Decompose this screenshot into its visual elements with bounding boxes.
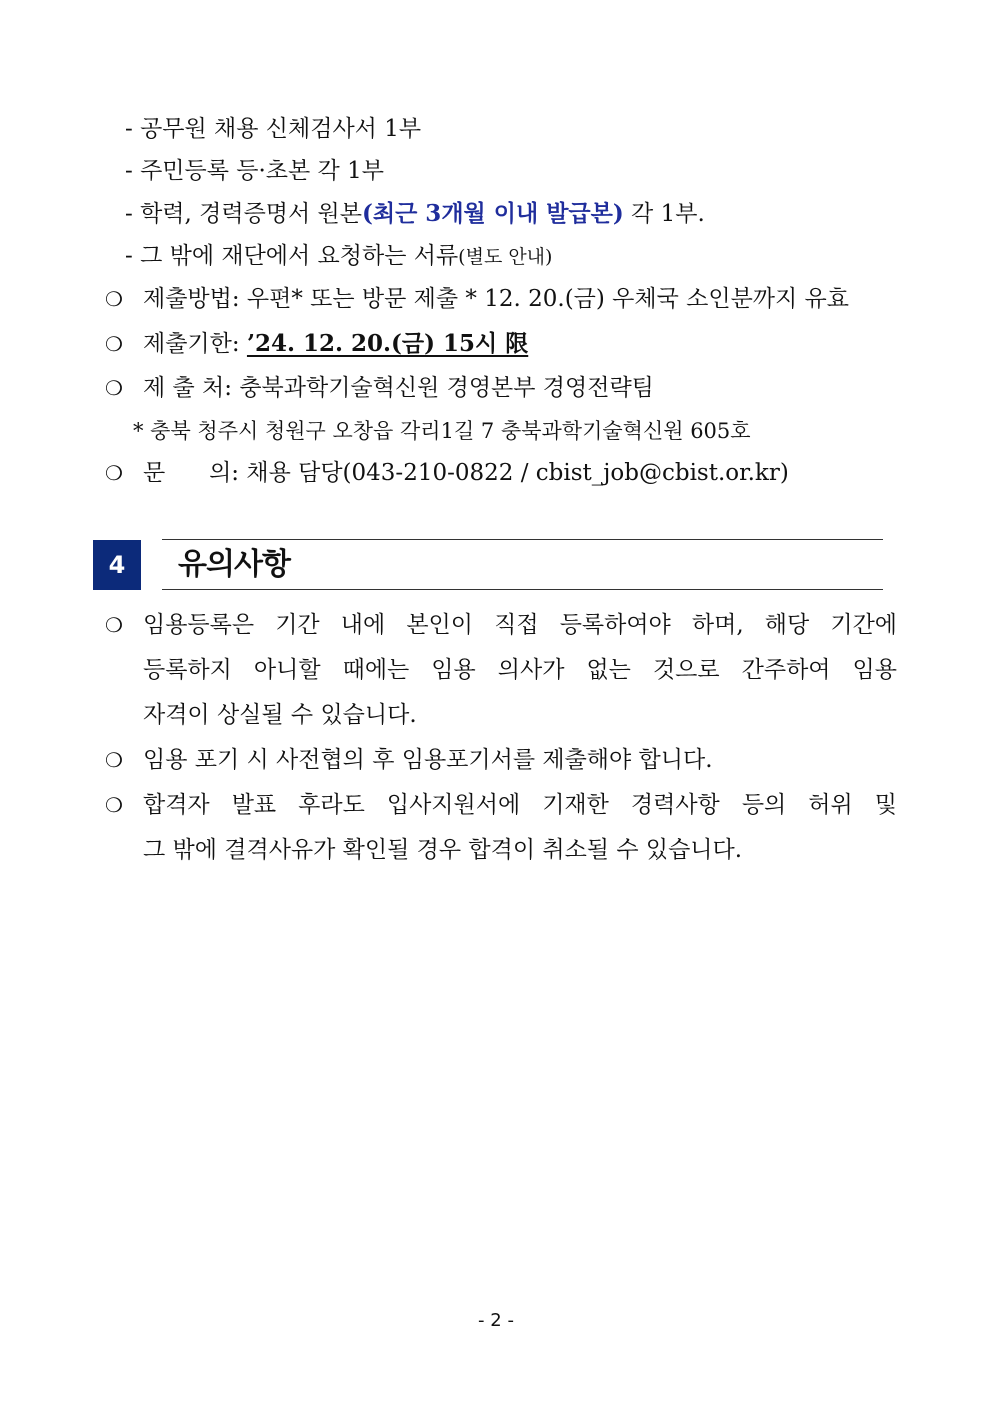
circle-bullet-icon: ❍	[105, 376, 123, 400]
note-registration-line3: 자격이 상실될 수 있습니다.	[143, 702, 417, 728]
circle-bullet-icon: ❍	[105, 793, 123, 817]
circle-bullet-icon: ❍	[105, 287, 123, 311]
submission-address: * 충북 청주시 청원구 오창읍 각리1길 7 충북과학기술혁신원 605호	[133, 419, 751, 443]
doc-item-other: - 그 밖에 재단에서 요청하는 서류(별도 안내)	[125, 243, 553, 269]
page-number: - 2 -	[478, 1310, 514, 1331]
circle-bullet-icon: ❍	[105, 332, 123, 356]
note-cancellation-line2: 그 밖에 결격사유가 확인될 경우 합격이 취소될 수 있습니다.	[143, 837, 743, 863]
section-bottom-rule	[162, 589, 883, 590]
doc-item-certificates: - 학력, 경력증명서 원본(최근 3개월 이내 발급본) 각 1부.	[125, 200, 705, 227]
deadline-value: ’24. 12. 20.(금) 15시 限	[246, 330, 529, 357]
section-title: 유의사항	[178, 547, 290, 582]
submission-place: ❍ 제 출 처: 충북과학기술혁신원 경영본부 경영전략팀	[105, 375, 654, 401]
circle-bullet-icon: ❍	[105, 748, 123, 772]
circle-bullet-icon: ❍	[105, 461, 123, 485]
submission-deadline: ❍ 제출기한: ’24. 12. 20.(금) 15시 限	[105, 330, 529, 357]
doc-item-health-check: - 공무원 채용 신체검사서 1부	[125, 116, 422, 142]
inquiry-contact: ❍ 문 의: 채용 담당(043-210-0822 / cbist_job@cbist.or.kr)	[105, 460, 789, 486]
note-registration-line1: ❍ 임용등록은 기간 내에 본인이 직접 등록하여야 하며, 해당 기간에	[105, 612, 897, 638]
doc-item-highlight: (최근 3개월 이내 발급본)	[361, 200, 624, 227]
section-top-rule	[162, 539, 883, 540]
section-number-badge: 4	[93, 540, 141, 590]
doc-item-resident-registration: - 주민등록 등·초본 각 1부	[125, 158, 384, 184]
circle-bullet-icon: ❍	[105, 613, 123, 637]
note-cancellation-line1: ❍ 합격자 발표 후라도 입사지원서에 기재한 경력사항 등의 허위 및	[105, 792, 897, 818]
note-withdrawal: ❍ 임용 포기 시 사전협의 후 임용포기서를 제출해야 합니다.	[105, 747, 713, 773]
submission-method: ❍ 제출방법: 우편* 또는 방문 제출 * 12. 20.(금) 우체국 소인분까지 유효	[105, 286, 849, 312]
note-registration-line2: 등록하지 아니할 때에는 임용 의사가 없는 것으로 간주하여 임용	[143, 657, 897, 683]
